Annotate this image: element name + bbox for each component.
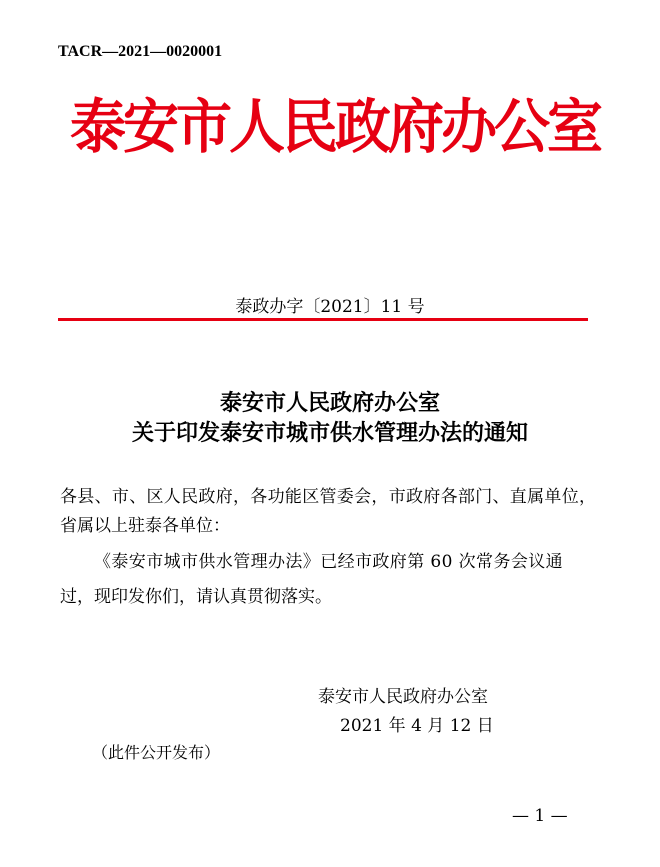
addressee-line-2: 省属以上驻泰各单位： <box>60 516 230 536</box>
publication-note: （此件公开发布） <box>92 743 221 762</box>
body-text-line-1: 《泰安市城市供水管理办法》已经市政府第 60 次常务会议通 <box>94 552 564 572</box>
document-code: TACR—2021—0020001 <box>58 43 223 60</box>
document-number: 泰政办字〔2021〕11 号 <box>235 297 425 317</box>
signing-date: 2021 年 4 月 12 日 <box>340 716 494 736</box>
issuer-red-header: 泰安市人民政府办公室 <box>70 92 600 162</box>
addressee-line-1: 各县、市、区人民政府，各功能区管委会，市政府各部门、直属单位， <box>60 487 597 507</box>
page-number: — 1 — <box>512 806 568 826</box>
red-separator-line <box>58 318 588 321</box>
document-title-line-1: 泰安市人民政府办公室 <box>219 390 440 416</box>
document-title-line-2: 关于印发泰安市城市供水管理办法的通知 <box>131 420 528 446</box>
body-text-line-2: 过，现印发你们，请认真贯彻落实。 <box>60 587 332 607</box>
signing-authority: 泰安市人民政府办公室 <box>318 687 488 707</box>
